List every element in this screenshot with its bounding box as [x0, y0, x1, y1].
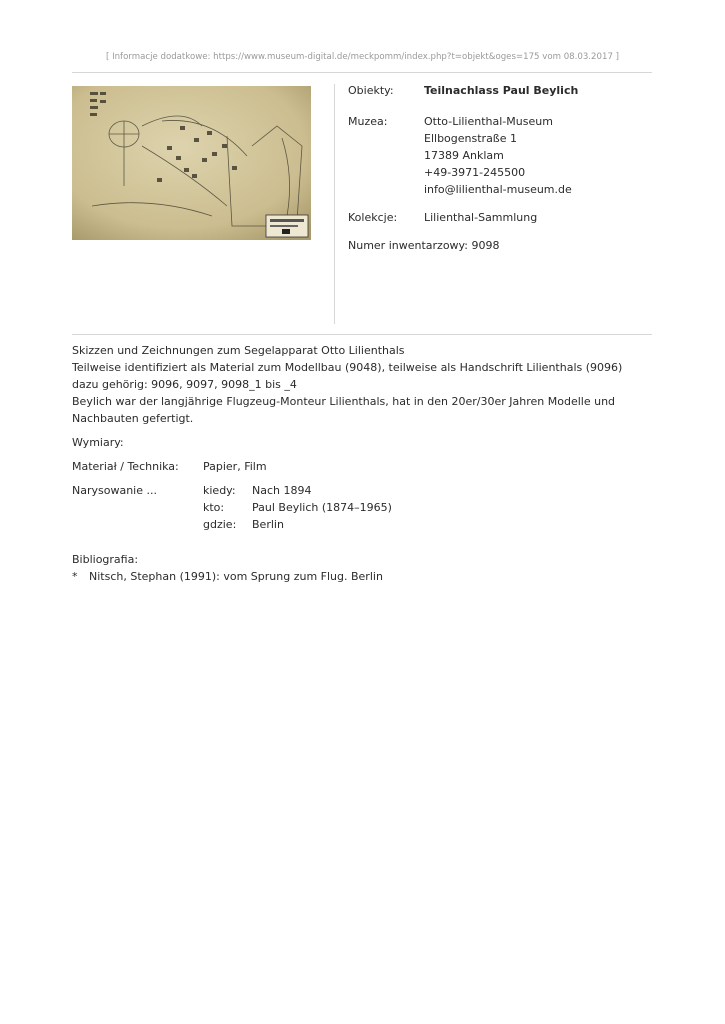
drawn-who-label: kto:: [203, 501, 225, 514]
top-divider: [72, 72, 652, 73]
bibliography-bullet: *: [72, 570, 78, 583]
objects-label: Obiekty:: [348, 84, 394, 97]
drawn-where-label: gdzie:: [203, 518, 237, 531]
description-line: dazu gehörig: 9096, 9097, 9098_1 bis _4: [72, 378, 297, 391]
description-line: Skizzen und Zeichnungen zum Segelapparat Otto Lilienthals: [72, 344, 405, 357]
sketch-drawing: [72, 86, 311, 240]
material-label: Materiał / Technika:: [72, 460, 179, 473]
middle-divider: [72, 334, 652, 335]
drawn-where-value[interactable]: Berlin: [252, 518, 284, 531]
bibliography-item: Nitsch, Stephan (1991): vom Sprung zum Flug. Berlin: [89, 570, 383, 583]
museum-name[interactable]: Otto-Lilienthal-Museum: [424, 115, 553, 128]
material-value: Papier, Film: [203, 460, 267, 473]
museum-email[interactable]: info@lilienthal-museum.de: [424, 183, 572, 196]
header-note: [ Informacje dodatkowe: https://www.museum-digital.de/meckpomm/index.php?t=objekt&oges=175 vom 08.03.2017 ]: [105, 52, 619, 62]
drawn-who-value[interactable]: Paul Beylich (1874–1965): [252, 501, 392, 514]
museum-phone: +49-3971-245500: [424, 166, 526, 179]
museum-city: 17389 Anklam: [424, 149, 504, 162]
vertical-divider: [334, 84, 335, 324]
dimensions-label: Wymiary:: [72, 436, 124, 449]
drawn-when-value[interactable]: Nach 1894: [252, 484, 312, 497]
inventory-number: Numer inwentarzowy: 9098: [348, 239, 500, 252]
objects-value[interactable]: Teilnachlass Paul Beylich: [424, 84, 579, 97]
collection-value[interactable]: Lilienthal-Sammlung: [424, 211, 538, 224]
drawn-when-label: kiedy:: [203, 484, 236, 497]
bibliography-label: Bibliografia:: [72, 553, 139, 566]
description-line: Teilweise identifiziert als Material zum Modellbau (9048), teilweise als Handschrift Lilienthals (9096): [72, 361, 623, 374]
museum-street: Ellbogenstraße 1: [424, 132, 517, 145]
description-line: Beylich war der langjährige Flugzeug-Monteur Lilienthals, hat in den 20er/30er Jahren Modelle und Nachbauten gefertigt.: [72, 395, 616, 425]
description: [72, 342, 652, 427]
museum-label: Muzea:: [348, 115, 388, 128]
object-image[interactable]: [72, 86, 311, 240]
collection-label: Kolekcje:: [348, 211, 398, 224]
drawn-label: Narysowanie ...: [72, 484, 157, 497]
